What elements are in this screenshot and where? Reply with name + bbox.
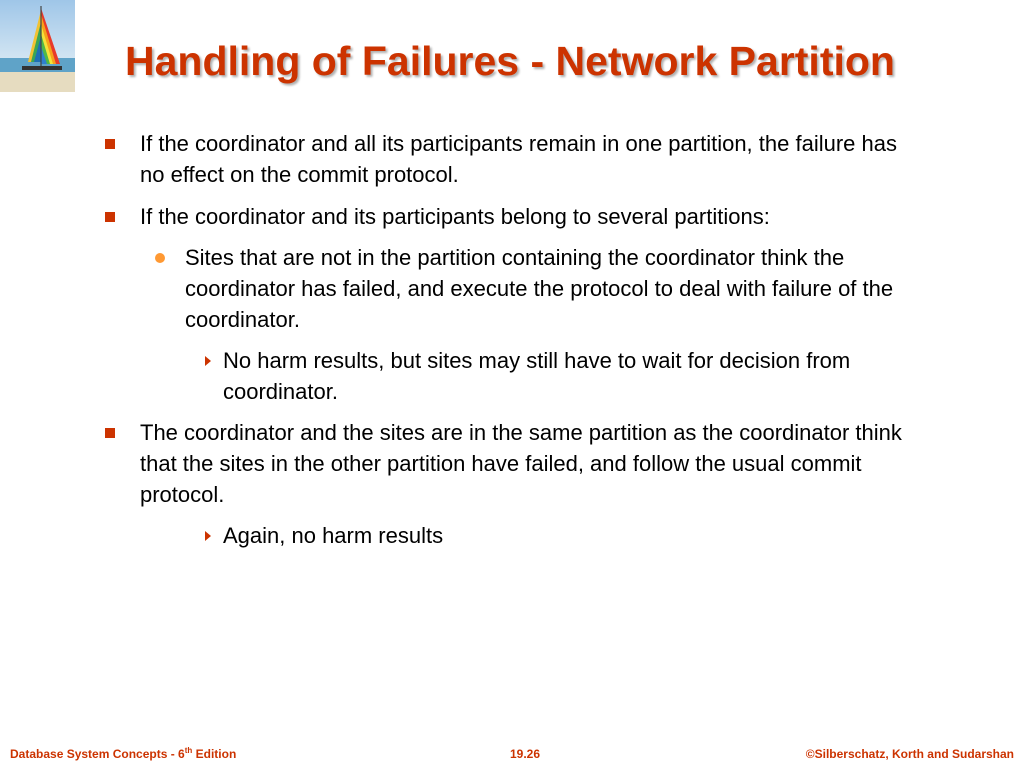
footer-book-suffix: Edition	[192, 747, 237, 761]
footer-copyright: ©Silberschatz, Korth and Sudarshan	[805, 747, 1014, 761]
bullet-text: If the coordinator and all its participants remain in one partition, the failure has no effect on the commit protocol.	[140, 131, 897, 187]
sub-sub-bullet-item	[223, 345, 923, 407]
bullet-text: No harm results, but sites may still have to wait for decision from coordinator.	[223, 348, 851, 404]
footer-book-prefix: Database System Concepts - 6	[10, 747, 185, 761]
square-bullet-icon	[105, 428, 115, 438]
circle-bullet-icon	[155, 253, 165, 263]
sub-sub-bullet-item	[223, 520, 923, 551]
bullet-text: The coordinator and the sites are in the same partition as the coordinator think that the sites in the other partition have failed, and follow the usual commit protocol.	[140, 420, 902, 507]
bullet-text: If the coordinator and its participants belong to several partitions:	[140, 204, 770, 229]
bullet-text: Sites that are not in the partition containing the coordinator think the coordinator has failed, and execute the protocol to deal with failure of the coordinator.	[185, 245, 894, 332]
bullet-item	[140, 417, 920, 510]
slide-title: Handling of Failures - Network Partition	[125, 38, 895, 84]
sub-bullet-item	[185, 242, 925, 335]
bullet-text: Again, no harm results	[223, 523, 444, 548]
sailboat-logo-icon	[0, 0, 75, 92]
square-bullet-icon	[105, 212, 115, 222]
square-bullet-icon	[105, 139, 115, 149]
triangle-bullet-icon	[205, 356, 211, 366]
bullet-item	[140, 128, 920, 190]
bullet-item	[140, 201, 920, 232]
footer-book-title	[10, 746, 236, 762]
footer-book-sup: th	[184, 746, 193, 755]
triangle-bullet-icon	[205, 531, 211, 541]
footer-slide-number: 19.26	[510, 747, 541, 761]
